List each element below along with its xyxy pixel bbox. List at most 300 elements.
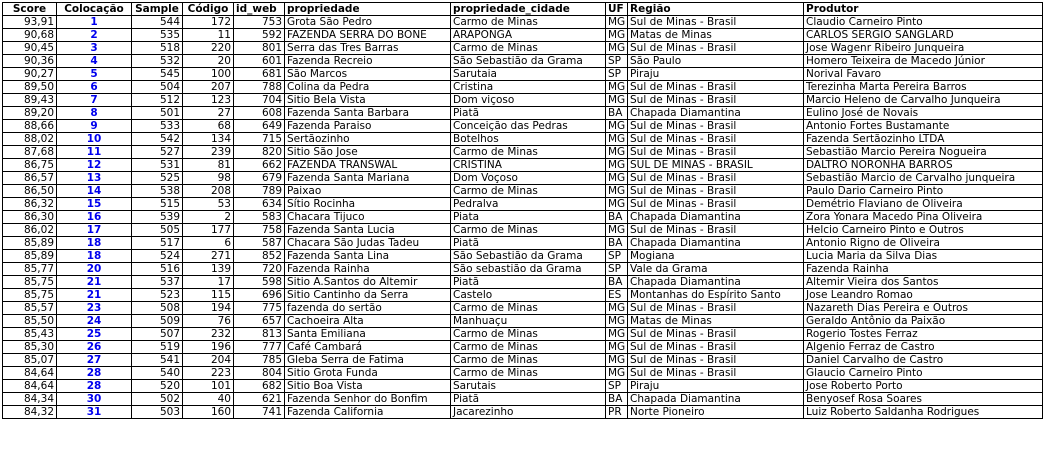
cell-uf: BA: [606, 107, 628, 120]
cell-regiao: Sul de Minas - Brasil: [628, 198, 804, 211]
cell-regiao: Matas de Minas: [628, 315, 804, 328]
table-row[interactable]: [3, 185, 1043, 198]
cell-produtor: Altemir Vieira dos Santos: [804, 276, 1043, 289]
cell-codigo: 100: [183, 68, 234, 81]
cell-colocacao: 18: [57, 250, 132, 263]
cell-regiao: Sul de Minas - Brasil: [628, 185, 804, 198]
cell-propriedade-cidade: São Sebastião da Grama: [451, 55, 606, 68]
cell-colocacao: 7: [57, 94, 132, 107]
cell-id-web: 785: [234, 354, 285, 367]
cell-uf: MG: [606, 224, 628, 237]
cell-sample: 533: [132, 120, 183, 133]
cell-colocacao: 21: [57, 276, 132, 289]
cell-regiao: Sul de Minas - Brasil: [628, 42, 804, 55]
cell-propriedade-cidade: Manhuaçu: [451, 315, 606, 328]
cell-sample: 517: [132, 237, 183, 250]
cell-regiao: Vale da Grama: [628, 263, 804, 276]
cell-propriedade: Sitio São Jose: [285, 146, 451, 159]
col-header-regiao[interactable]: Região: [628, 3, 804, 16]
cell-regiao: Norte Pioneiro: [628, 406, 804, 419]
cell-colocacao: 8: [57, 107, 132, 120]
cell-produtor: Algenio Ferraz de Castro: [804, 341, 1043, 354]
cell-colocacao: 28: [57, 380, 132, 393]
cell-colocacao: 14: [57, 185, 132, 198]
cell-uf: MG: [606, 16, 628, 29]
cell-codigo: 17: [183, 276, 234, 289]
cell-sample: 501: [132, 107, 183, 120]
cell-colocacao: 11: [57, 146, 132, 159]
cell-regiao: Chapada Diamantina: [628, 393, 804, 406]
table-row[interactable]: [3, 276, 1043, 289]
cell-colocacao: 28: [57, 367, 132, 380]
cell-colocacao: 2: [57, 29, 132, 42]
cell-id-web: 820: [234, 146, 285, 159]
table-body: [3, 16, 1043, 419]
table-row[interactable]: [3, 406, 1043, 419]
cell-uf: MG: [606, 29, 628, 42]
cell-regiao: Sul de Minas - Brasil: [628, 224, 804, 237]
cell-id-web: 634: [234, 198, 285, 211]
cell-id-web: 704: [234, 94, 285, 107]
cell-sample: 531: [132, 159, 183, 172]
cell-colocacao: 30: [57, 393, 132, 406]
cell-uf: MG: [606, 172, 628, 185]
cell-uf: MG: [606, 159, 628, 172]
cell-propriedade: Gleba Serra de Fatima: [285, 354, 451, 367]
cell-propriedade-cidade: Cristina: [451, 81, 606, 94]
cell-colocacao: 23: [57, 302, 132, 315]
cell-score: 90,45: [3, 42, 57, 55]
table-row[interactable]: [3, 250, 1043, 263]
cell-id-web: 621: [234, 393, 285, 406]
results-table: [2, 2, 1043, 419]
cell-uf: MG: [606, 315, 628, 328]
table-row[interactable]: [3, 146, 1043, 159]
cell-propriedade: Sertãozinho: [285, 133, 451, 146]
cell-score: 90,36: [3, 55, 57, 68]
cell-sample: 523: [132, 289, 183, 302]
cell-codigo: 207: [183, 81, 234, 94]
cell-propriedade-cidade: Sarutais: [451, 380, 606, 393]
table-row[interactable]: [3, 172, 1043, 185]
cell-propriedade-cidade: Sarutaia: [451, 68, 606, 81]
cell-score: 89,20: [3, 107, 57, 120]
cell-score: 85,89: [3, 237, 57, 250]
cell-propriedade-cidade: Carmo de Minas: [451, 224, 606, 237]
cell-codigo: 239: [183, 146, 234, 159]
table-row[interactable]: [3, 328, 1043, 341]
cell-propriedade: fazenda do sertão: [285, 302, 451, 315]
cell-produtor: Lucia Maria da Silva Dias: [804, 250, 1043, 263]
cell-propriedade: Fazenda Recreio: [285, 55, 451, 68]
cell-propriedade: FAZENDA TRANSWAL: [285, 159, 451, 172]
cell-score: 85,07: [3, 354, 57, 367]
cell-propriedade: Serra das Tres Barras: [285, 42, 451, 55]
cell-score: 88,66: [3, 120, 57, 133]
cell-id-web: 679: [234, 172, 285, 185]
cell-codigo: 123: [183, 94, 234, 107]
cell-produtor: Luiz Roberto Saldanha Rodrigues: [804, 406, 1043, 419]
cell-produtor: Daniel Carvalho de Castro: [804, 354, 1043, 367]
cell-codigo: 232: [183, 328, 234, 341]
table-row[interactable]: [3, 120, 1043, 133]
cell-propriedade: Grota São Pedro: [285, 16, 451, 29]
cell-propriedade-cidade: ARAPONGA: [451, 29, 606, 42]
cell-sample: 502: [132, 393, 183, 406]
cell-uf: BA: [606, 393, 628, 406]
col-header-score[interactable]: Score: [3, 3, 57, 16]
cell-propriedade: Chacara Tijuco: [285, 211, 451, 224]
cell-regiao: Sul de Minas - Brasil: [628, 328, 804, 341]
cell-id-web: 741: [234, 406, 285, 419]
cell-colocacao: 24: [57, 315, 132, 328]
col-header-propriedade[interactable]: propriedade: [285, 3, 451, 16]
cell-uf: MG: [606, 367, 628, 380]
cell-produtor: Antonio Rigno de Oliveira: [804, 237, 1043, 250]
cell-produtor: Zora Yonara Macedo Pina Oliveira: [804, 211, 1043, 224]
cell-colocacao: 5: [57, 68, 132, 81]
header-row: [3, 3, 1043, 16]
col-header-propriedade-cidade[interactable]: propriedade_cidade: [451, 3, 606, 16]
cell-propriedade-cidade: Carmo de Minas: [451, 185, 606, 198]
cell-sample: 535: [132, 29, 183, 42]
cell-codigo: 6: [183, 237, 234, 250]
cell-codigo: 27: [183, 107, 234, 120]
cell-propriedade-cidade: Piatã: [451, 276, 606, 289]
cell-score: 86,32: [3, 198, 57, 211]
cell-produtor: Helcio Carneiro Pinto e Outros: [804, 224, 1043, 237]
cell-uf: SP: [606, 55, 628, 68]
col-header-id-web[interactable]: id_web: [234, 3, 285, 16]
cell-produtor: Geraldo Antônio da Paixão: [804, 315, 1043, 328]
cell-sample: 508: [132, 302, 183, 315]
cell-sample: 525: [132, 172, 183, 185]
cell-colocacao: 1: [57, 16, 132, 29]
cell-sample: 542: [132, 133, 183, 146]
cell-score: 85,89: [3, 250, 57, 263]
cell-propriedade: Fazenda Rainha: [285, 263, 451, 276]
cell-sample: 537: [132, 276, 183, 289]
col-header-codigo[interactable]: Código: [183, 3, 234, 16]
cell-uf: MG: [606, 341, 628, 354]
cell-codigo: 208: [183, 185, 234, 198]
cell-id-web: 753: [234, 16, 285, 29]
table-row[interactable]: [3, 289, 1043, 302]
cell-sample: 539: [132, 211, 183, 224]
cell-score: 86,30: [3, 211, 57, 224]
cell-sample: 518: [132, 42, 183, 55]
results-table-container: [2, 2, 1043, 419]
table-row[interactable]: [3, 159, 1043, 172]
table-row[interactable]: [3, 29, 1043, 42]
cell-propriedade: Fazenda Paraiso: [285, 120, 451, 133]
cell-score: 86,02: [3, 224, 57, 237]
cell-codigo: 68: [183, 120, 234, 133]
cell-score: 89,50: [3, 81, 57, 94]
table-row[interactable]: [3, 81, 1043, 94]
cell-id-web: 601: [234, 55, 285, 68]
cell-produtor: DALTRO NORONHA BARROS: [804, 159, 1043, 172]
cell-sample: 532: [132, 55, 183, 68]
cell-produtor: Rogerio Tostes Ferraz: [804, 328, 1043, 341]
cell-id-web: 720: [234, 263, 285, 276]
cell-produtor: Sebastião Marcio de Carvalho junqueira: [804, 172, 1043, 185]
cell-id-web: 682: [234, 380, 285, 393]
cell-propriedade: Colina da Pedra: [285, 81, 451, 94]
cell-propriedade-cidade: Carmo de Minas: [451, 16, 606, 29]
table-row[interactable]: [3, 16, 1043, 29]
cell-codigo: 177: [183, 224, 234, 237]
cell-colocacao: 16: [57, 211, 132, 224]
cell-id-web: 587: [234, 237, 285, 250]
cell-codigo: 40: [183, 393, 234, 406]
cell-colocacao: 13: [57, 172, 132, 185]
cell-codigo: 134: [183, 133, 234, 146]
cell-propriedade: Sitio Boa Vista: [285, 380, 451, 393]
cell-propriedade: Sítio Rocinha: [285, 198, 451, 211]
cell-regiao: Chapada Diamantina: [628, 237, 804, 250]
cell-propriedade-cidade: Piatã: [451, 107, 606, 120]
cell-codigo: 160: [183, 406, 234, 419]
cell-regiao: Sul de Minas - Brasil: [628, 120, 804, 133]
cell-codigo: 196: [183, 341, 234, 354]
cell-produtor: Glaucio Carneiro Pinto: [804, 367, 1043, 380]
cell-regiao: Sul de Minas - Brasil: [628, 172, 804, 185]
col-header-colocacao[interactable]: Colocação: [57, 3, 132, 16]
cell-regiao: Chapada Diamantina: [628, 107, 804, 120]
cell-uf: SP: [606, 380, 628, 393]
table-row[interactable]: [3, 198, 1043, 211]
cell-sample: 509: [132, 315, 183, 328]
cell-uf: BA: [606, 211, 628, 224]
cell-codigo: 271: [183, 250, 234, 263]
cell-propriedade-cidade: Piata: [451, 211, 606, 224]
cell-colocacao: 21: [57, 289, 132, 302]
cell-regiao: Montanhas do Espírito Santo: [628, 289, 804, 302]
cell-produtor: CARLOS SERGIO SANGLARD: [804, 29, 1043, 42]
cell-regiao: Sul de Minas - Brasil: [628, 302, 804, 315]
cell-colocacao: 17: [57, 224, 132, 237]
cell-score: 85,30: [3, 341, 57, 354]
cell-propriedade: Fazenda California: [285, 406, 451, 419]
cell-propriedade-cidade: Carmo de Minas: [451, 367, 606, 380]
cell-produtor: Eulino José de Novais: [804, 107, 1043, 120]
cell-propriedade-cidade: Carmo de Minas: [451, 328, 606, 341]
cell-uf: MG: [606, 120, 628, 133]
cell-codigo: 115: [183, 289, 234, 302]
cell-propriedade: Fazenda Santa Lucia: [285, 224, 451, 237]
cell-propriedade: FAZENDA SERRA DO BONE: [285, 29, 451, 42]
cell-id-web: 649: [234, 120, 285, 133]
cell-sample: 545: [132, 68, 183, 81]
cell-propriedade: Fazenda Santa Lina: [285, 250, 451, 263]
cell-produtor: Norival Favaro: [804, 68, 1043, 81]
cell-codigo: 194: [183, 302, 234, 315]
table-row[interactable]: [3, 393, 1043, 406]
cell-colocacao: 4: [57, 55, 132, 68]
cell-score: 85,77: [3, 263, 57, 276]
cell-id-web: 804: [234, 367, 285, 380]
cell-score: 85,57: [3, 302, 57, 315]
table-row[interactable]: [3, 315, 1043, 328]
cell-colocacao: 27: [57, 354, 132, 367]
table-row[interactable]: [3, 42, 1043, 55]
cell-regiao: Sul de Minas - Brasil: [628, 367, 804, 380]
cell-score: 87,68: [3, 146, 57, 159]
cell-propriedade: Fazenda Senhor do Bonfim: [285, 393, 451, 406]
cell-propriedade-cidade: Pedralva: [451, 198, 606, 211]
table-row[interactable]: [3, 237, 1043, 250]
cell-propriedade: Santa Emiliana: [285, 328, 451, 341]
cell-propriedade-cidade: Botelhos: [451, 133, 606, 146]
cell-codigo: 81: [183, 159, 234, 172]
cell-sample: 541: [132, 354, 183, 367]
cell-sample: 538: [132, 185, 183, 198]
cell-codigo: 139: [183, 263, 234, 276]
col-header-sample[interactable]: Sample: [132, 3, 183, 16]
cell-uf: MG: [606, 133, 628, 146]
cell-regiao: Sul de Minas - Brasil: [628, 16, 804, 29]
cell-produtor: Paulo Dario Carneiro Pinto: [804, 185, 1043, 198]
cell-uf: MG: [606, 354, 628, 367]
cell-uf: SP: [606, 250, 628, 263]
table-row[interactable]: [3, 302, 1043, 315]
cell-score: 86,75: [3, 159, 57, 172]
cell-id-web: 789: [234, 185, 285, 198]
cell-produtor: Fazenda Sertãozinho LTDA: [804, 133, 1043, 146]
cell-propriedade-cidade: Carmo de Minas: [451, 354, 606, 367]
table-row[interactable]: [3, 133, 1043, 146]
cell-id-web: 777: [234, 341, 285, 354]
cell-propriedade: Sitio A.Santos do Altemir: [285, 276, 451, 289]
cell-propriedade-cidade: Carmo de Minas: [451, 146, 606, 159]
cell-regiao: Chapada Diamantina: [628, 276, 804, 289]
cell-colocacao: 15: [57, 198, 132, 211]
cell-codigo: 11: [183, 29, 234, 42]
cell-produtor: Claudio Carneiro Pinto: [804, 16, 1043, 29]
cell-propriedade: Chacara São Judas Tadeu: [285, 237, 451, 250]
cell-produtor: Benyosef Rosa Soares: [804, 393, 1043, 406]
cell-score: 90,68: [3, 29, 57, 42]
col-header-uf[interactable]: UF: [606, 3, 628, 16]
cell-score: 84,34: [3, 393, 57, 406]
table-row[interactable]: [3, 224, 1043, 237]
cell-uf: MG: [606, 198, 628, 211]
cell-sample: 505: [132, 224, 183, 237]
table-row[interactable]: [3, 94, 1043, 107]
cell-propriedade-cidade: Dom Voçoso: [451, 172, 606, 185]
cell-propriedade: Fazenda Santa Barbara: [285, 107, 451, 120]
cell-propriedade: Café Cambará: [285, 341, 451, 354]
cell-id-web: 592: [234, 29, 285, 42]
cell-score: 84,32: [3, 406, 57, 419]
cell-propriedade: Paixao: [285, 185, 451, 198]
cell-id-web: 813: [234, 328, 285, 341]
cell-colocacao: 25: [57, 328, 132, 341]
cell-id-web: 608: [234, 107, 285, 120]
cell-propriedade-cidade: São Sebastião da Grama: [451, 250, 606, 263]
cell-propriedade: Cachoeira Alta: [285, 315, 451, 328]
cell-sample: 512: [132, 94, 183, 107]
cell-propriedade-cidade: Conceição das Pedras: [451, 120, 606, 133]
cell-sample: 519: [132, 341, 183, 354]
cell-score: 85,43: [3, 328, 57, 341]
cell-produtor: Nazareth Dias Pereira e Outros: [804, 302, 1043, 315]
table-row[interactable]: [3, 68, 1043, 81]
cell-score: 89,43: [3, 94, 57, 107]
cell-sample: 503: [132, 406, 183, 419]
cell-produtor: Demétrio Flaviano de Oliveira: [804, 198, 1043, 211]
cell-score: 90,27: [3, 68, 57, 81]
cell-propriedade: Fazenda Santa Mariana: [285, 172, 451, 185]
table-row[interactable]: [3, 55, 1043, 68]
cell-regiao: Sul de Minas - Brasil: [628, 81, 804, 94]
cell-uf: SP: [606, 263, 628, 276]
cell-id-web: 598: [234, 276, 285, 289]
cell-propriedade-cidade: Jacarezinho: [451, 406, 606, 419]
table-row[interactable]: [3, 107, 1043, 120]
cell-codigo: 223: [183, 367, 234, 380]
table-row[interactable]: [3, 367, 1043, 380]
cell-colocacao: 6: [57, 81, 132, 94]
cell-uf: MG: [606, 302, 628, 315]
cell-colocacao: 10: [57, 133, 132, 146]
cell-id-web: 696: [234, 289, 285, 302]
cell-colocacao: 31: [57, 406, 132, 419]
cell-regiao: SUL DE MINAS - BRASIL: [628, 159, 804, 172]
cell-id-web: 775: [234, 302, 285, 315]
cell-propriedade-cidade: São sebastião da Grama: [451, 263, 606, 276]
cell-regiao: Matas de Minas: [628, 29, 804, 42]
cell-propriedade-cidade: Dom viçoso: [451, 94, 606, 107]
cell-codigo: 204: [183, 354, 234, 367]
table-row[interactable]: [3, 354, 1043, 367]
cell-uf: SP: [606, 68, 628, 81]
cell-regiao: Mogiana: [628, 250, 804, 263]
cell-sample: 520: [132, 380, 183, 393]
cell-colocacao: 12: [57, 159, 132, 172]
cell-propriedade-cidade: Carmo de Minas: [451, 42, 606, 55]
table-row[interactable]: [3, 380, 1043, 393]
cell-regiao: Sul de Minas - Brasil: [628, 94, 804, 107]
cell-score: 93,91: [3, 16, 57, 29]
cell-uf: MG: [606, 146, 628, 159]
cell-sample: 507: [132, 328, 183, 341]
cell-codigo: 101: [183, 380, 234, 393]
table-row[interactable]: [3, 263, 1043, 276]
cell-produtor: Marcio Heleno de Carvalho Junqueira: [804, 94, 1043, 107]
cell-uf: MG: [606, 185, 628, 198]
col-header-produtor[interactable]: Produtor: [804, 3, 1043, 16]
cell-sample: 516: [132, 263, 183, 276]
table-row[interactable]: [3, 341, 1043, 354]
cell-produtor: Jose Wagenr Ribeiro Junqueira: [804, 42, 1043, 55]
cell-sample: 504: [132, 81, 183, 94]
cell-codigo: 98: [183, 172, 234, 185]
cell-uf: MG: [606, 94, 628, 107]
cell-uf: BA: [606, 276, 628, 289]
cell-propriedade: São Marcos: [285, 68, 451, 81]
cell-propriedade: Sitio Bela Vista: [285, 94, 451, 107]
cell-uf: MG: [606, 328, 628, 341]
cell-uf: BA: [606, 237, 628, 250]
cell-colocacao: 18: [57, 237, 132, 250]
cell-score: 85,50: [3, 315, 57, 328]
cell-regiao: São Paulo: [628, 55, 804, 68]
table-row[interactable]: [3, 211, 1043, 224]
cell-codigo: 53: [183, 198, 234, 211]
cell-codigo: 220: [183, 42, 234, 55]
